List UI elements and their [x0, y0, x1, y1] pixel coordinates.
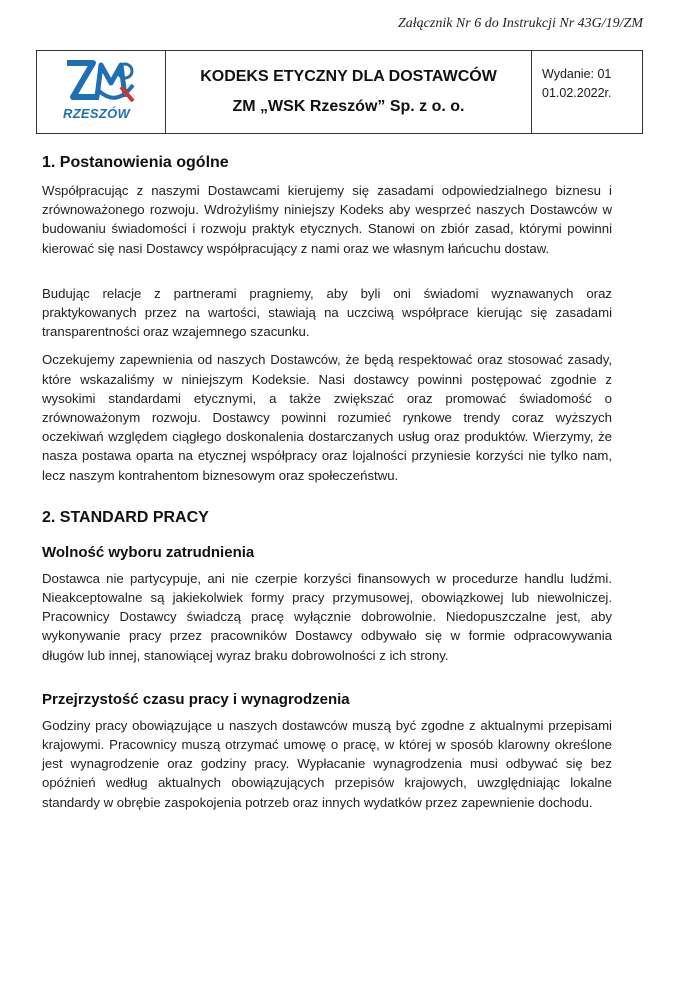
paragraph: Budując relacje z partnerami pragniemy, aby byli oni świadomi wyznawanych oraz praktykowanych przez na wartości, stawiają na uczciwą współprace kierując się zasadami transparentności oraz wzajemnego szacunku. — [42, 285, 612, 340]
annex-reference: Załącznik Nr 6 do Instrukcji Nr 43G/19/ZM — [397, 16, 643, 31]
edition-date: 01.02.2022r. — [542, 86, 612, 100]
edition-number: Wydanie: 01 — [542, 67, 612, 81]
paragraph: Współpracując z naszymi Dostawcami kierujemy się zasadami odpowiedzialnego biznesu i zrównoważonego rozwoju. Wdrożyliśmy niniejszy Kodeks aby wesprzeć naszych Dostawców w budowaniu świadomości i rozwoju praktyk etycznych. Stanowi on zbiór zasad, którymi powinni kierować się nasi Dostawcy współpracujący z nami oraz we własnym łańcuchu dostaw. — [42, 183, 612, 256]
document-title — [166, 51, 532, 133]
title-line-2: ZM „WSK Rzeszów” Sp. z o. o. — [232, 98, 465, 115]
zm-logo-icon — [59, 57, 145, 109]
document-body — [42, 154, 612, 812]
subsection-heading-freedom: Wolność wyboru zatrudnienia — [42, 543, 255, 561]
paragraph: Godziny pracy obowiązujące u naszych dostawców muszą być zgodne z aktualnymi przepisami krajowymi. Pracownicy muszą otrzymać umowę o pracę, w której w sposób klarowny określone jest wynagrodzenie oraz godziny pracy. Wypłacanie wynagrodzenia musi odbywać się bez opóźnień według aktualnych obowiązujących przepisów krajowych, uwzględniając lokalne standardy w obrębie zaspokojenia potrzeb oraz innych wydatków przez zapewnienie dochodu. — [42, 717, 612, 810]
section-heading-general: 1. Postanowienia ogólne — [42, 154, 229, 171]
section-heading-work-standard: 2. STANDARD PRACY — [42, 508, 209, 526]
paragraph: Dostawca nie partycypuje, ani nie czerpie korzyści finansowych w procedurze handlu ludźmi. Nieakceptowalne są jakiekolwiek formy pracy przymusowej, obowiązkowej lub niewolniczej. Pracownicy Dostawcy świadczą pracę wyłącznie dobrowolnie. Niedopuszczalne jest, aby wykonywanie pracy przez pracowników Dostawcy odbywało się w formie odpracowywania długów lub innej, stanowiącej wyraz braku dobrowolności z ich strony. — [42, 570, 612, 663]
title-line-1: KODEKS ETYCZNY DLA DOSTAWCÓW — [200, 68, 497, 85]
subsection-heading-working-time: Przejrzystość czasu pracy i wynagrodzenia — [42, 690, 350, 708]
edition-info — [532, 51, 642, 133]
logo-wordmark: RZESZÓW — [63, 106, 131, 121]
paragraph: Oczekujemy zapewnienia od naszych Dostawców, że będą respektować oraz stosować zasady, które wskazaliśmy w niniejszym Kodeksie. Nasi dostawcy powinni postępować zgodnie z wysokimi standardami etycznymi, a także zwiększać oraz promować świadomość o zrównoważonym rozwoju. Dostawcy powinni rozumieć rynkowe trendy coraz wyższych oczekiwań względem ciągłego doskonalenia dostarczanych usług oraz produktów. Wierzymy, że nasza postawa oparta na etycznej współpracy oraz lojalności przyniesie korzyści nie tylko nam, lecz naszym kontrahentom biznesowym oraz społeczeństwu. — [42, 352, 612, 483]
document-header — [36, 50, 643, 134]
company-logo — [37, 51, 166, 133]
